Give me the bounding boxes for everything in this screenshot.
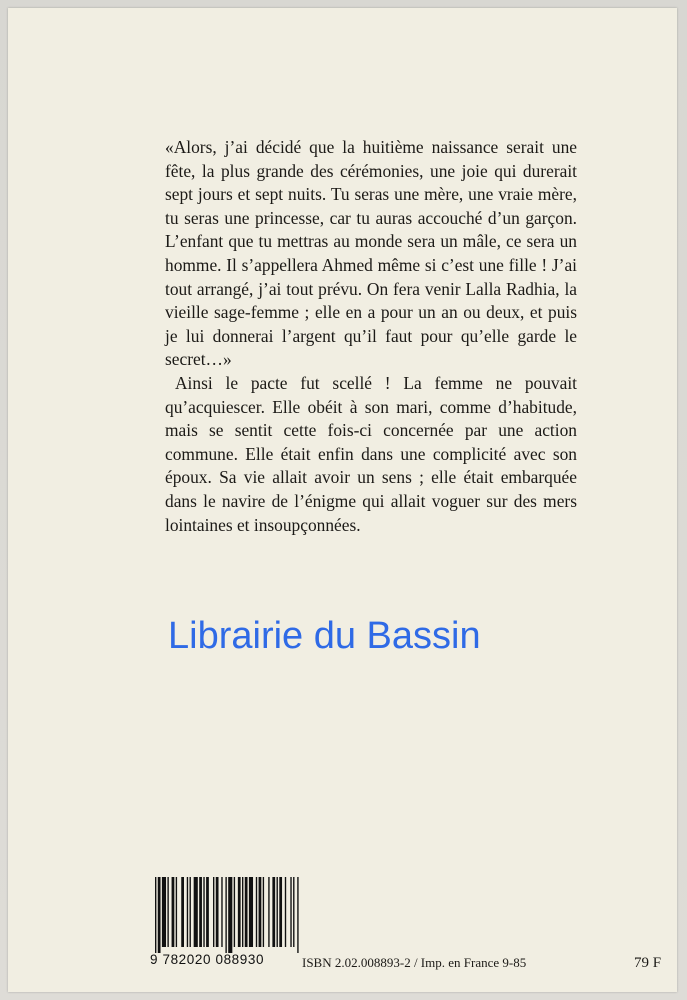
bookseller-watermark: Librairie du Bassin	[168, 615, 481, 657]
barcode-icon	[155, 877, 300, 953]
price-label: 79 F	[634, 955, 662, 971]
barcode-digits: 9 782020 088930	[150, 952, 265, 967]
excerpt-text	[165, 136, 577, 537]
excerpt-paragraph-1: «Alors, j’ai décidé que la huitième naissance serait une fête, la plus grande des cérémonies, une joie qui durerait sept jours et sept nuits. Tu seras une mère, une vraie mère, tu seras une princesse, car tu auras accouché d’un garçon. L’enfant que tu mettras au monde sera un mâle, ce sera un homme. Il s’appellera Ahmed même si c’est une fille ! J’ai tout arrangé, j’ai tout prévu. On fera venir Lalla Radhia, la vieille sage-femme ; elle en a pour un an ou deux, et puis je lui donnerai l’argent qu’il faut pour qu’elle garde le secret…»	[165, 137, 577, 370]
isbn-imprint: ISBN 2.02.008893-2 / Imp. en France 9-85	[302, 955, 527, 970]
barcode-block	[150, 877, 300, 967]
excerpt-paragraph-2: Ainsi le pacte fut scellé ! La femme ne pouvait qu’acquiescer. Elle obéit à son mari, comme d’habitude, mais se sentit cette fois-ci concernée par une action commune. Elle était enfin dans une complicité avec son époux. Sa vie allait avoir un sens ; elle était embarquée dans le navire de l’énigme qui allait voguer sur des mers lointaines et insoupçonnées.	[165, 372, 577, 535]
